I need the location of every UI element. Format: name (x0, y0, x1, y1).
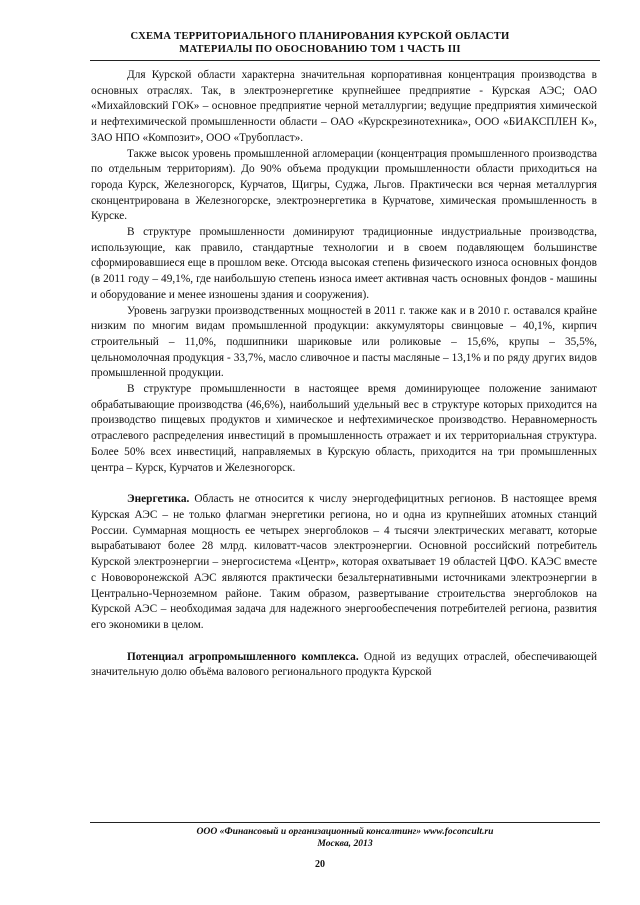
header-divider (90, 60, 600, 61)
paragraph-5: В структуре промышленности в настоящее время доминирующее положение занимают обрабатывающие производства (46,6%), наибольший удельный вес в структуре которых приходится на производство пищевых продуктов и химическое и нефтехимическое производство. Неравномерность отраслевого распределения инвестиций в промышленность отражает и их территориальная структура. Более 50% всех инвестиций, направляемых в Курскую область, приходится на три промышленных центра – Курск, Курчатов и Железногорск. (91, 383, 597, 474)
paragraph-3: В структуре промышленности доминируют традиционные индустриальные производства, использующие, как правило, стандартные технологии и в своем подавляющем большинстве сформировавшиеся еще в прошлом веке. Отсюда высокая степень физического износа основных фондов (в 2011 году – 49,1%, где наибольшую степень износа имеет активная часть основных фондов - машины и оборудование и менее изношены здания и сооружения). (91, 226, 597, 301)
paragraph-energy (91, 492, 597, 633)
page-footer (90, 826, 600, 850)
paragraph-agro (91, 650, 597, 681)
paragraph-1: Для Курской области характерна значительная корпоративная концентрация производства в основных отраслях. Так, в электроэнергетике крупнейшее предприятие - Курская АЭС; ОАО «Михайловский ГОК» – основное предприятие черной металлургии; ведущие предприятия химической и нефтехимической промышленности области – ОАО «Курскрезинотехника», ООО «БИАКСПЛЕН К», ЗАО НПО «Композит», ООО «Трубопласт». (91, 69, 597, 144)
paragraph-2: Также высок уровень промышленной агломерации (концентрация промышленного производства по отдельным территориям). До 90% объема продукции промышленности области приходиться на города Курск, Железногорск, Курчатов, Щигры, Суджа, Льгов. Практически вся черная металлургия сконцентрирована в Железногорске, электроэнергетика в Курчатове, химическая промышленность в Курске. (91, 147, 597, 223)
page-number: 20 (315, 859, 325, 870)
agro-text: Одной из ведущих отраслей, обеспечивающей значительную долю объёма валового регионального продукта Курской (91, 650, 597, 679)
paragraph-4: Уровень загрузки производственных мощностей в 2011 г. также как и в 2010 г. оставался крайне низким по многим видам промышленной продукции: аккумуляторы свинцовые – 40,1%, кирпич строительный – 11,0%, подшипники шариковые или роликовые – 15,6%, крупы – 35,5%, цельномолочная продукция - 33,7%, масло сливочное и пасты масляные – 13,1% и по ряду других видов промышленной продукции. (91, 304, 597, 380)
header-title: СХЕМА ТЕРРИТОРИАЛЬНОГО ПЛАНИРОВАНИЯ КУРСКОЙ ОБЛАСТИ (130, 31, 510, 42)
header-subtitle: МАТЕРИАЛЫ ПО ОБОСНОВАНИЮ ТОМ 1 ЧАСТЬ III (179, 44, 461, 55)
agro-heading: Потенциал агропромышленного комплекса. (127, 650, 359, 663)
footer-company: ООО «Финансовый и организационный консалтинг» www.foconcult.ru (196, 826, 494, 837)
footer-city-year: Москва, 2013 (317, 838, 373, 849)
page-header (60, 30, 580, 56)
energy-heading: Энергетика. (127, 493, 190, 506)
footer-divider (90, 822, 600, 823)
body-text (91, 68, 597, 681)
energy-text: Область не относится к числу энергодефицитных регионов. В настоящее время Курская АЭС – не только флагман энергетики региона, но и одна из крупнейших атомных станций России. Суммарная мощность ее четырех энергоблоков – 4 тысячи электрических мегаватт, которые вырабатывают более 28 млрд. киловатт-часов электроэнергии. Основной российский потребитель Курской электроэнергии – энергосистема «Центр», которая охватывает 19 областей ЦФО. КАЭС вместе с Нововоронежской АЭС являются практически безальтернативными источниками электроэнергии в Центрально-Черноземном районе. Таким образом, развертывание строительства энергоблоков на Курской АЭС – необходимая задача для надежного энергообеспечения потребителей региона, развития его экономики в целом. (91, 493, 597, 631)
